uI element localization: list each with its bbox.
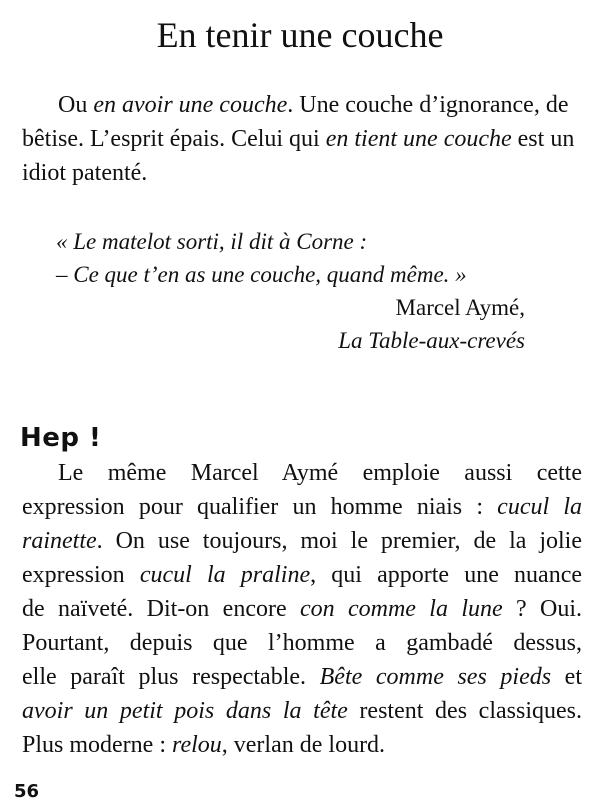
body-line [22, 592, 582, 626]
quotation [56, 225, 576, 291]
intro-text: est un idiot patenté. [22, 126, 575, 186]
body-line [22, 456, 582, 490]
body-text: Le même Marcel Aymé emploie aussi cette [58, 460, 582, 486]
body-line [22, 694, 582, 728]
page-title: En tenir une couche [156, 15, 444, 55]
body-italic-phrase: relou [172, 732, 222, 758]
body-text: de naïveté. Dit-on encore [22, 596, 300, 622]
quote-line: « Le matelot sorti, il dit à Corne : [56, 229, 368, 254]
body-text: Pourtant, depuis que l’homme a gambadé dessus, [22, 630, 582, 656]
body-italic-phrase: cucul la [497, 494, 582, 520]
body-italic-phrase: Bête comme ses pieds [319, 664, 552, 690]
body-text: expression [22, 562, 140, 588]
body-italic-phrase: cucul la praline [139, 562, 311, 588]
intro-text: Ou [58, 92, 94, 118]
body-line [22, 524, 582, 558]
body-text: . On use toujours, moi le premier, de la jolie [96, 528, 582, 554]
intro-italic-phrase: en avoir une couche [93, 92, 288, 118]
body-text: elle paraît plus respectable. [22, 664, 320, 690]
quote-line: – Ce que t’en as une couche, quand même. » [56, 262, 467, 287]
hep-heading: Hep ! [20, 423, 102, 453]
body-line [22, 558, 582, 592]
body-text: , qui apporte une nuance [310, 562, 582, 588]
intro-text: . Une couche d’ignorance, de bêtise. L’esprit épais. Celui qui [22, 92, 569, 152]
body-italic-phrase: con comme la lune [299, 596, 503, 622]
body-line [22, 490, 582, 524]
body-line [22, 728, 582, 762]
intro-paragraph [22, 88, 582, 190]
page-number: 56 [14, 781, 40, 802]
intro-italic-phrase: en tient une couche [325, 126, 512, 152]
body-text: ? Oui. [502, 596, 582, 622]
body-italic-phrase: avoir un petit pois dans la tête [22, 698, 348, 724]
body-text: Plus moderne : [22, 732, 172, 758]
body-text: et [551, 664, 582, 690]
body-text: expression pour qualifier un homme niais : [22, 494, 498, 520]
body-text: restent des classiques. [347, 698, 582, 724]
body-line [22, 626, 582, 660]
body-text: , verlan de lourd. [221, 732, 386, 758]
body-line [22, 660, 582, 694]
hep-paragraph [22, 456, 582, 762]
quote-author: Marcel Aymé, [395, 295, 525, 320]
quote-source-book: La Table-aux-crevés [338, 328, 525, 353]
body-italic-phrase: rainette [22, 528, 97, 554]
